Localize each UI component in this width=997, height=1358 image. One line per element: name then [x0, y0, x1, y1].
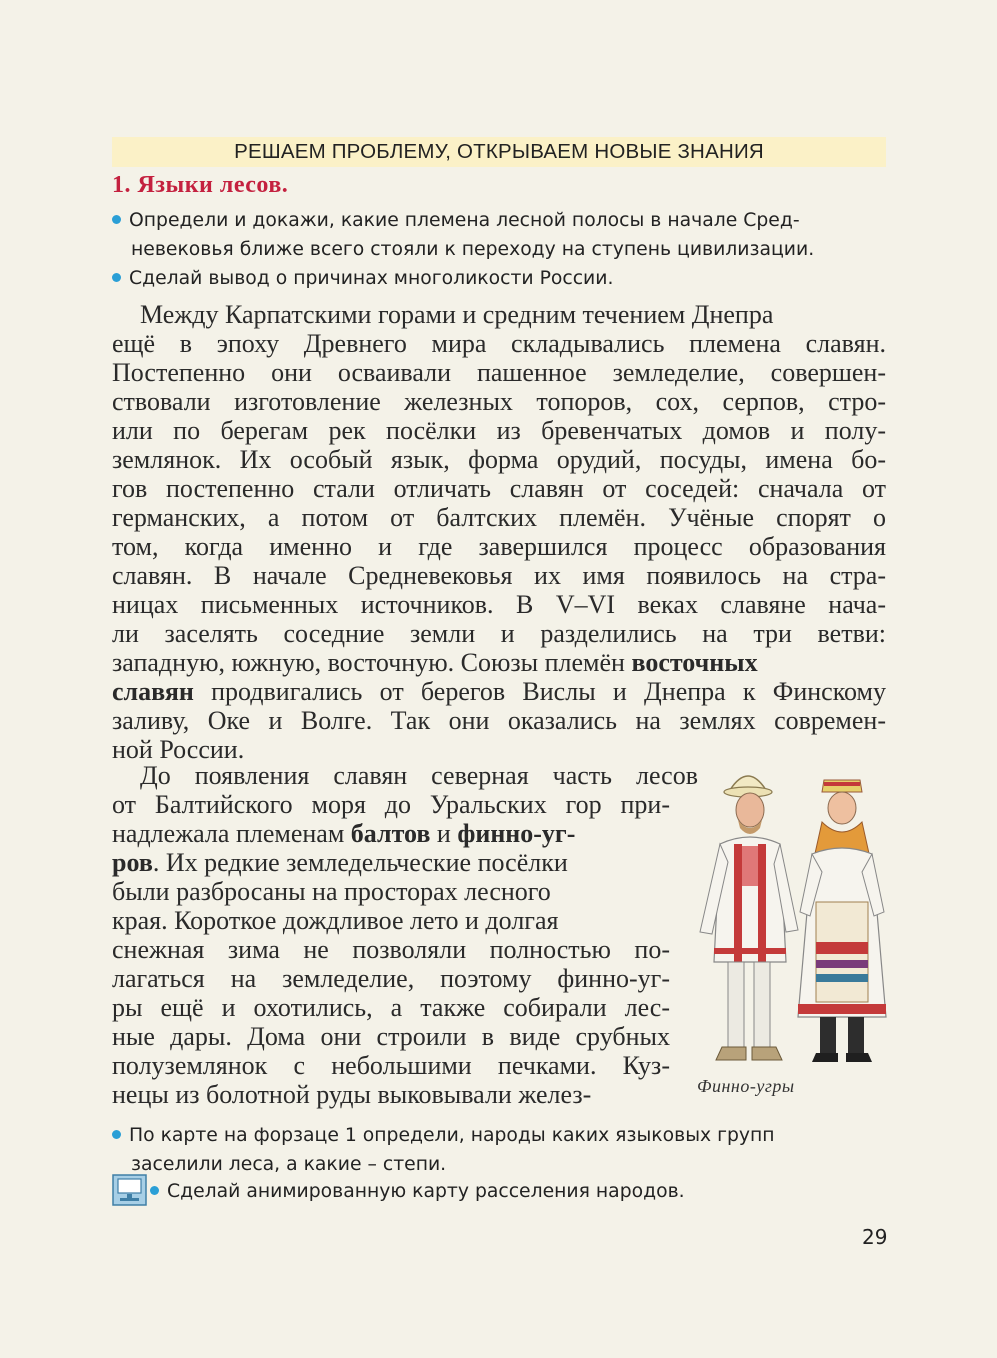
tasks-top — [112, 206, 814, 293]
term-balts: балтов — [350, 819, 431, 848]
bullet-icon — [112, 215, 121, 224]
finno-ugric-figures-illustration — [690, 762, 900, 1072]
paragraph-finno-ugric: До появления славян северная часть лесов от Балтийского моря до Уральских гор при- надлежала племенам балтов и финно-уг- ров. Их редкие земледельческие посёлки были разбросаны на просторах лесного края. Короткое дождливое лето и долгая снежная зима не позволяли полностью по- лагаться на земледелие, поэтому финно-уг- ры ещё и охотились, а также собирали лес- ные дары. Дома они строили в виде срубных полуземлянок с небольшими печками. Куз- нецы из болотной руды выковывали желез- — [112, 761, 698, 1109]
task-item: Определи и докажи, какие племена лесной полосы в начале Сред- — [112, 206, 814, 235]
bullet-icon — [112, 273, 121, 282]
term-east-slavs-cont: славян — [112, 677, 194, 706]
section-title: 1. Языки лесов. — [112, 172, 289, 198]
bullet-icon — [112, 1130, 121, 1139]
figure-caption: Финно-угры — [697, 1076, 795, 1096]
task-item-continued: невековья ближе всего стояли к переходу на ступень цивилизации. — [131, 239, 815, 260]
paragraph-slavs: Между Карпатскими горами и средним течением Днепра ещё в эпоху Древнего мира складывались племена славян. Постепенно они осваивали пашенное земледелие, совершен- ствовали изготовление железных топоров, сох, серпов, стро- или по берегам рек посёлки из бревенчатых домов и полу- землянок. Их особый язык, форма орудий, посуды, имена бо- гов постепенно стали отличать славян от соседей: сначала от германских, а потом от балтских племён. Учёные спорят о том, когда именно и где завершился процесс образования славян. В начале Средневековья их имя появилось на стра- ницах письменных источников. В V–VI веках славяне нача- ли заселять соседние земли и разделились на три ветви: западную, южную, восточную. Союзы племён восточных славян продвигались от берегов Вислы и Днепра к Финскому заливу, Оке и Волге. Так они оказались на землях современ- ной России. — [112, 300, 886, 764]
computer-icon — [112, 1174, 147, 1206]
page-number: 29 — [862, 1225, 888, 1249]
term-east-slavs: восточных — [631, 648, 758, 677]
task-item: Сделай вывод о причинах многоликости России. — [112, 264, 814, 293]
woman-figure — [798, 780, 886, 1062]
man-figure — [700, 776, 798, 1060]
task-animated-map: Сделай анимированную карту расселения народов. — [150, 1177, 685, 1206]
term-finno-ugric: финно-уг- — [457, 819, 576, 848]
task-map: По карте на форзаце 1 определи, народы каких языковых групп заселили леса, а какие – степи. — [112, 1121, 775, 1179]
bullet-icon — [150, 1186, 159, 1195]
section-banner: РЕШАЕМ ПРОБЛЕМУ, ОТКРЫВАЕМ НОВЫЕ ЗНАНИЯ — [112, 137, 886, 167]
